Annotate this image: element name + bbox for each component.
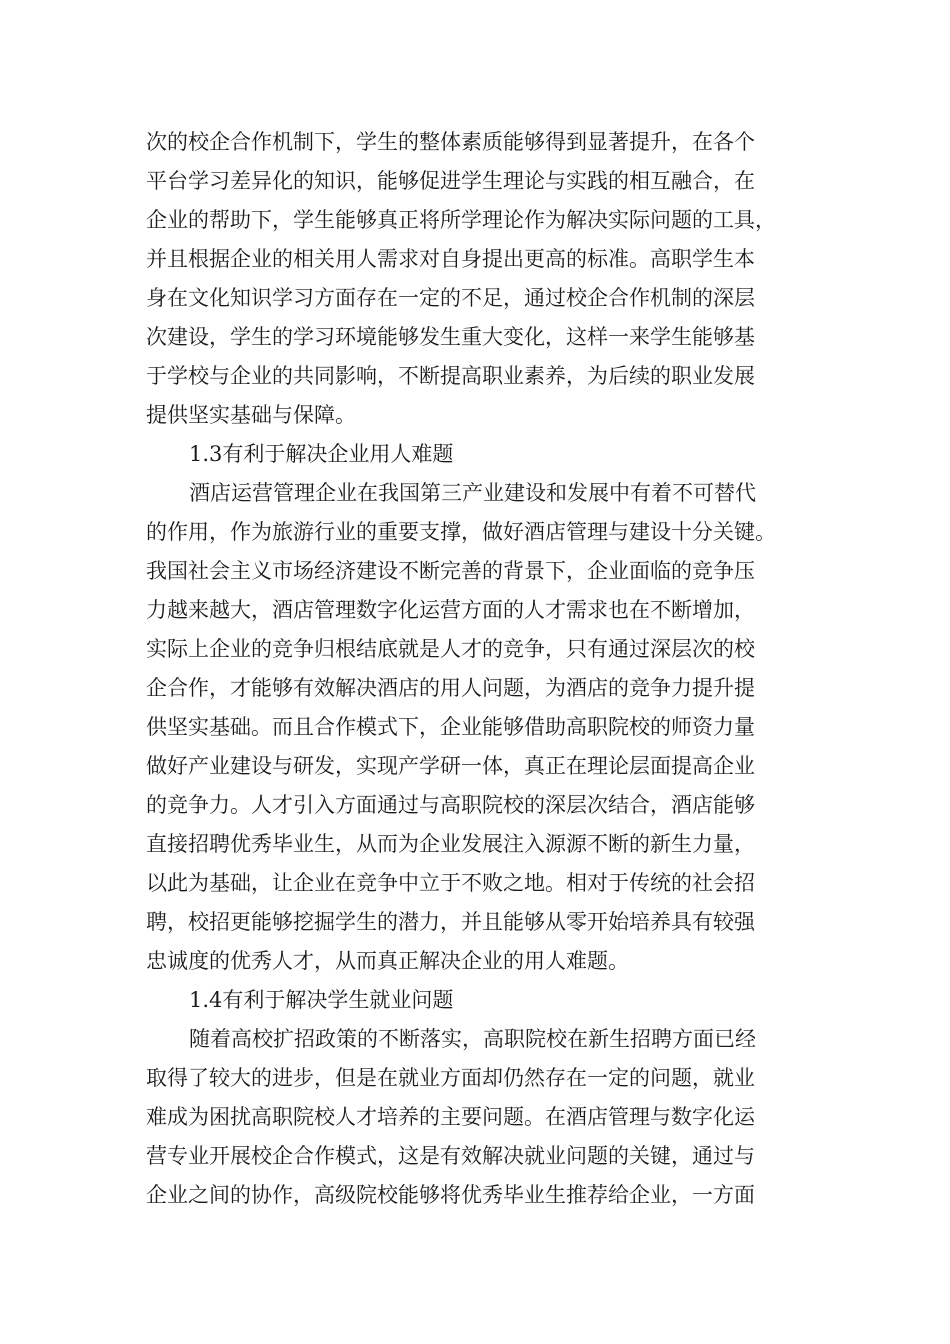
- paragraph-line: 力越来越大，酒店管理数字化运营方面的人才需求也在不断增加，: [146, 598, 755, 622]
- paragraph-line: 难成为困扰高职院校人才培养的主要问题。在酒店管理与数字化运: [146, 1105, 755, 1129]
- paragraph-line: 忠诚度的优秀人才，从而真正解决企业的用人难题。: [146, 949, 629, 973]
- paragraph-line: 我国社会主义市场经济建设不断完善的背景下，企业面临的竞争压: [146, 559, 755, 583]
- paragraph-line: 做好产业建设与研发，实现产学研一体，真正在理论层面提高企业: [146, 754, 755, 778]
- paragraph-line: 企业的帮助下，学生能够真正将所学理论作为解决实际问题的工具，: [146, 208, 776, 232]
- section-heading-1-4: 1.4有利于解决学生就业问题: [189, 988, 454, 1012]
- paragraph-line: 取得了较大的进步，但是在就业方面却仍然存在一定的问题，就业: [146, 1066, 755, 1090]
- paragraph-line: 随着高校扩招政策的不断落实，高职院校在新生招聘方面已经: [189, 1027, 756, 1051]
- paragraph-line: 于学校与企业的共同影响，不断提高职业素养，为后续的职业发展: [146, 364, 755, 388]
- paragraph-line: 供坚实基础。而且合作模式下，企业能够借助高职院校的师资力量: [146, 715, 755, 739]
- paragraph-line: 提供坚实基础与保障。: [146, 403, 356, 427]
- paragraph-line: 次的校企合作机制下，学生的整体素质能够得到显著提升，在各个: [146, 130, 755, 154]
- paragraph-line: 企合作，才能够有效解决酒店的用人问题，为酒店的竞争力提升提: [146, 676, 755, 700]
- paragraph-line: 营专业开展校企合作模式，这是有效解决就业问题的关键，通过与: [146, 1144, 755, 1168]
- paragraph-line: 身在文化知识学习方面存在一定的不足，通过校企合作机制的深层: [146, 286, 755, 310]
- paragraph-line: 聘，校招更能够挖掘学生的潜力，并且能够从零开始培养具有较强: [146, 910, 755, 934]
- paragraph-line: 实际上企业的竞争归根结底就是人才的竞争，只有通过深层次的校: [146, 637, 755, 661]
- paragraph-line: 并且根据企业的相关用人需求对自身提出更高的标准。高职学生本: [146, 247, 755, 271]
- section-heading-1-3: 1.3有利于解决企业用人难题: [189, 442, 454, 466]
- paragraph-line: 的竞争力。人才引入方面通过与高职院校的深层次结合，酒店能够: [146, 793, 755, 817]
- paragraph-line: 以此为基础，让企业在竞争中立于不败之地。相对于传统的社会招: [146, 871, 755, 895]
- paragraph-line: 平台学习差异化的知识，能够促进学生理论与实践的相互融合，在: [146, 169, 755, 193]
- paragraph-line: 直接招聘优秀毕业生，从而为企业发展注入源源不断的新生力量，: [146, 832, 755, 856]
- paragraph-line: 的作用，作为旅游行业的重要支撑，做好酒店管理与建设十分关键。: [146, 520, 776, 544]
- paragraph-line: 酒店运营管理企业在我国第三产业建设和发展中有着不可替代: [189, 481, 756, 505]
- paragraph-line: 次建设，学生的学习环境能够发生重大变化，这样一来学生能够基: [146, 325, 755, 349]
- paragraph-line: 企业之间的协作，高级院校能够将优秀毕业生推荐给企业，一方面: [146, 1183, 755, 1207]
